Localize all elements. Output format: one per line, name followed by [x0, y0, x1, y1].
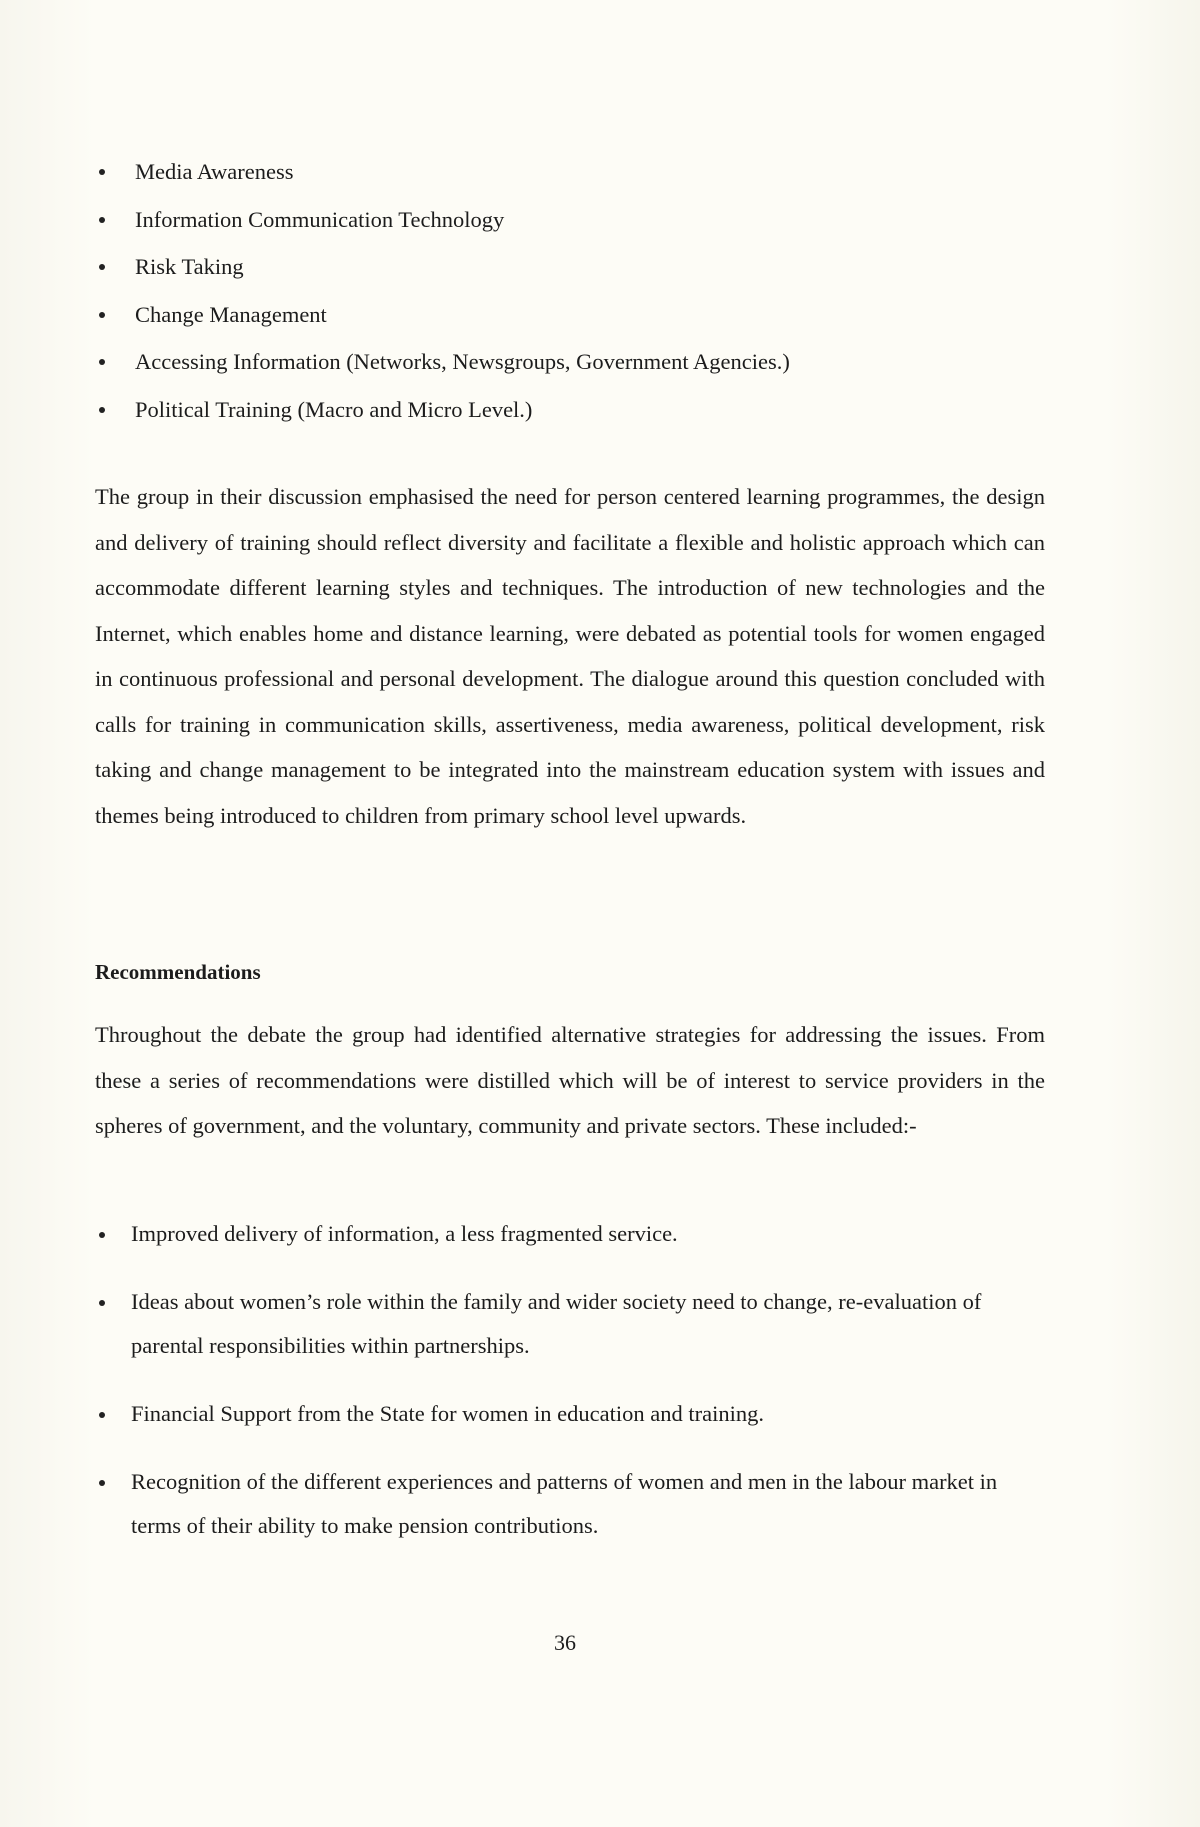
- recommendations-heading: Recommendations: [95, 960, 261, 984]
- list-item: Ideas about women’s role within the family and wider society need to change, re-evaluation of parental responsibilities within partnerships.: [95, 1280, 1045, 1368]
- list-item: Risk Taking: [95, 243, 1045, 291]
- list-item: Accessing Information (Networks, Newsgroups, Government Agencies.): [95, 338, 1045, 386]
- list-item: Recognition of the different experiences and patterns of women and men in the labour market in terms of their ability to make pension contributions.: [95, 1460, 1045, 1548]
- skills-bullet-list: [95, 148, 1045, 433]
- list-item: Media Awareness: [95, 148, 1045, 196]
- list-item: Improved delivery of information, a less fragmented service.: [95, 1212, 1045, 1256]
- list-item: Political Training (Macro and Micro Level.): [95, 386, 1045, 434]
- list-item: Change Management: [95, 291, 1045, 339]
- recommendations-bullet-list: [95, 1212, 1045, 1572]
- list-item: Financial Support from the State for women in education and training.: [95, 1392, 1045, 1436]
- discussion-paragraph: The group in their discussion emphasised the need for person centered learning programmes, the design and delivery of training should reflect diversity and facilitate a flexible and holistic approach which can accommodate different learning styles and techniques. The introduction of new technologies and the Internet, which enables home and distance learning, were debated as potential tools for women engaged in continuous professional and personal development. The dialogue around this question concluded with calls for training in communication skills, assertiveness, media awareness, political development, risk taking and change management to be integrated into the mainstream education system with issues and themes being introduced to children from primary school level upwards.: [95, 484, 1045, 828]
- page-number: 36: [554, 1630, 576, 1655]
- recommendations-intro-paragraph: Throughout the debate the group had identified alternative strategies for addressing the issues. From these a series of recommendations were distilled which will be of interest to service providers in the spheres of government, and the voluntary, community and private sectors. These included:-: [95, 1022, 1045, 1138]
- list-item: Information Communication Technology: [95, 196, 1045, 244]
